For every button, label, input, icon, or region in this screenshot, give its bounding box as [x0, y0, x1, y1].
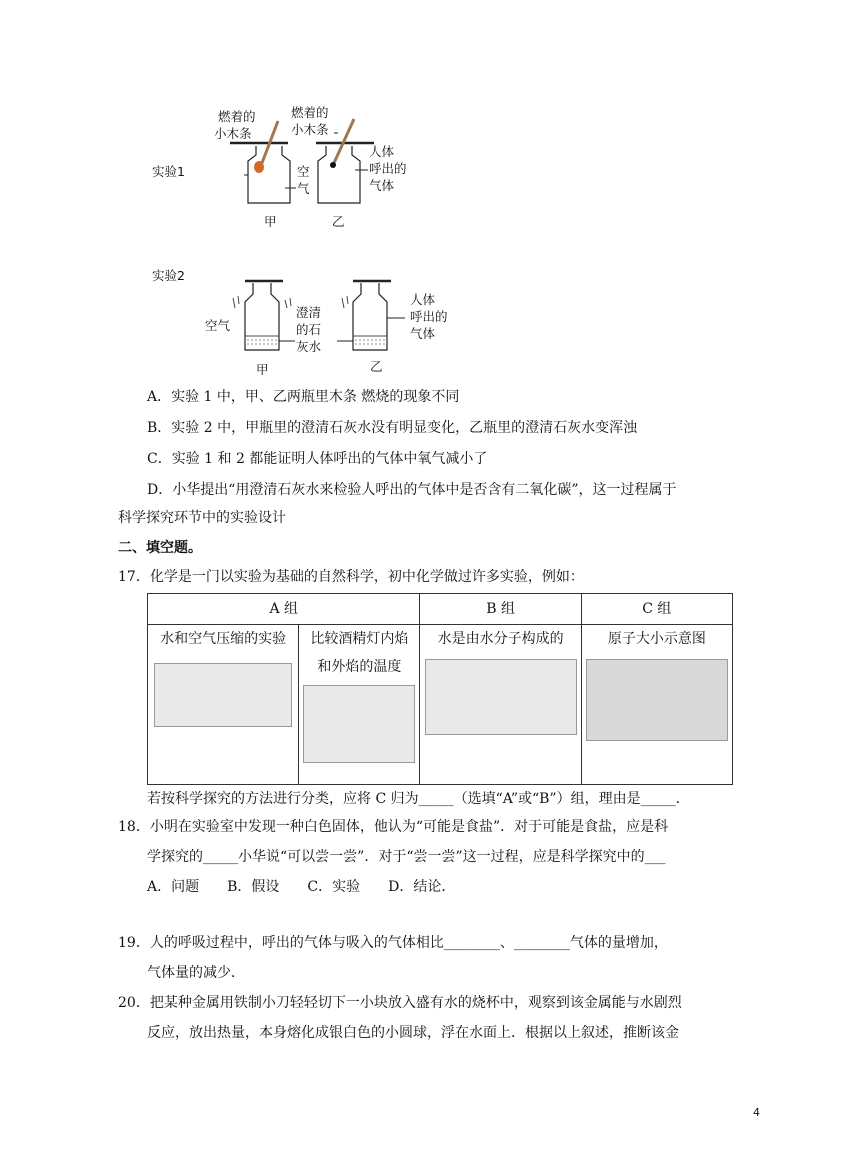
breath2-label-line2: 呼出的 — [410, 309, 448, 324]
air-label: 空气 — [205, 318, 231, 333]
compression-photo — [154, 663, 292, 727]
cell-flame-title-line2: 和外焰的温度 — [317, 659, 402, 675]
breath-label-line1: 人体 — [369, 144, 395, 159]
cell-water-title: 水是由水分子构成的 — [437, 631, 564, 647]
q19-line1: 19．人的呼吸过程中，呼出的气体与吸入的气体相比________、________气体的量增加， — [118, 935, 668, 951]
q18-line1: 18．小明在实验室中发现一种白色固体，他认为“可能是食盐”．对于可能是食盐，应是科 — [118, 819, 669, 835]
jar2-yi-label: 乙 — [370, 359, 383, 374]
lime-label-line1: 澄清 — [296, 305, 322, 320]
lime-label-line3: 灰水 — [296, 339, 322, 354]
breath-label-line3: 气体 — [369, 178, 395, 193]
stick-b-label-line1: 燃着的 — [291, 105, 329, 120]
stick-a-label-line2: 小木条 — [214, 126, 252, 141]
jar-yi-label: 乙 — [332, 214, 345, 229]
q16-option-a: A．实验 1 中，甲、乙两瓶里木条 燃烧的现象不同 — [147, 389, 460, 405]
q17-question: 若按科学探究的方法进行分类，应将 C 归为_____（选填“A”或“B”）组，理由是_____. — [147, 791, 681, 807]
breath-label-line2: 呼出的 — [369, 161, 407, 176]
breath2-label-line1: 人体 — [410, 292, 436, 307]
stick-b-label-line2: 小木条 — [291, 122, 329, 137]
atom-size-photo — [586, 659, 728, 741]
cell-flame-title-line1: 比较酒精灯内焰 — [310, 631, 409, 647]
flame-photo — [303, 685, 415, 763]
water-molecule-photo — [425, 659, 577, 735]
air-label-line1: 空 — [297, 164, 310, 179]
jar-jia-label: 甲 — [264, 214, 277, 229]
jar2-jia-label: 甲 — [256, 362, 269, 377]
q17-stem: 17．化学是一门以实验为基础的自然科学，初中化学做过许多实验，例如： — [118, 569, 584, 585]
q19-line2: 气体量的减少． — [147, 965, 245, 981]
section-heading: 二、填空题。 — [118, 540, 202, 556]
group-b-header: B 组 — [420, 594, 581, 625]
group-a-header: A 组 — [148, 594, 420, 625]
cell-atom-size — [581, 625, 732, 785]
group-c-header: C 组 — [581, 594, 732, 625]
q18-line2: 学探究的_____小华说“可以尝一尝”．对于“尝一尝”这一过程，应是科学探究中的___ — [147, 849, 666, 865]
q17-experiment-table — [147, 593, 733, 785]
exp2-label: 实验2 — [152, 268, 185, 283]
cell-compression-title: 水和空气压缩的实验 — [160, 631, 287, 647]
air-label-line2: 气 — [297, 181, 310, 196]
stick-a-label-line1: 燃着的 — [218, 109, 256, 124]
experiment-1-jars-drawing — [230, 115, 380, 210]
experiment-2-jars-drawing — [225, 278, 415, 358]
cell-compression — [148, 625, 299, 785]
q16-option-b: B．实验 2 中，甲瓶里的澄清石灰水没有明显变化，乙瓶里的澄清石灰水变浑浊 — [147, 420, 638, 436]
cell-flame — [299, 625, 420, 785]
q16-option-c: C．实验 1 和 2 都能证明人体呼出的气体中氧气减小了 — [147, 451, 488, 467]
q20-line2: 反应，放出热量，本身熔化成银白色的小圆球，浮在水面上．根据以上叙述，推断该金 — [147, 1025, 679, 1041]
q18-options: A．问题 B．假设 C．实验 D．结论． — [147, 879, 456, 895]
q16-option-d-line1: D．小华提出“用澄清石灰水来检验人呼出的气体中是否含有二氧化碳”，这一过程属于 — [147, 482, 677, 498]
exp1-label: 实验1 — [152, 164, 185, 179]
cell-water-molecules — [420, 625, 581, 785]
breath2-label-line3: 气体 — [410, 326, 436, 341]
q16-option-d-line2: 科学探究环节中的实验设计 — [118, 510, 286, 526]
cell-atom-title: 原子大小示意图 — [607, 631, 706, 647]
page-number: 4 — [753, 1106, 760, 1119]
q20-line1: 20．把某种金属用铁制小刀轻轻切下一小块放入盛有水的烧杯中，观察到该金属能与水剧烈 — [118, 995, 682, 1011]
lime-label-line2: 的石 — [296, 322, 322, 337]
